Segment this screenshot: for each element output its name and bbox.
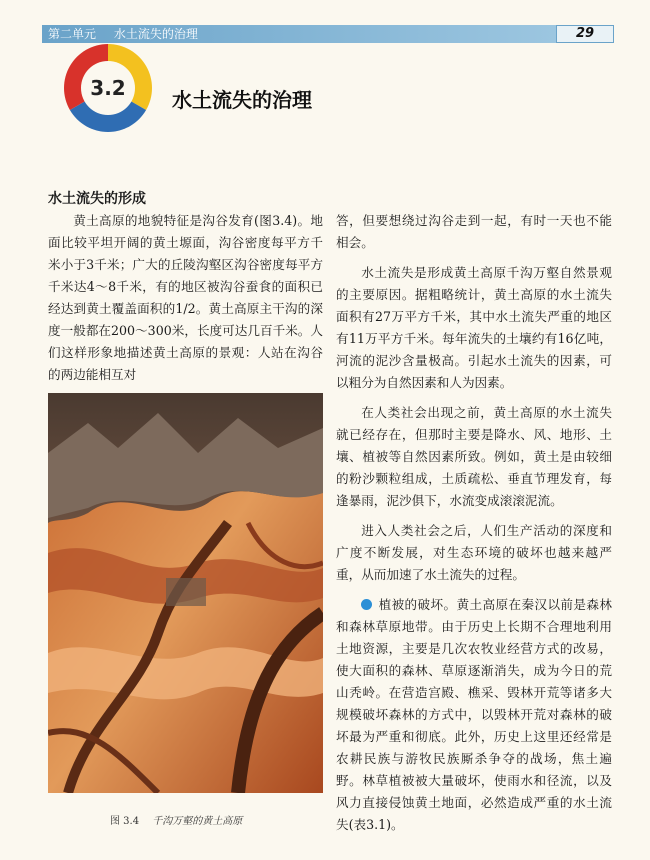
figure-label: 图 3.4	[110, 816, 140, 827]
paragraph: 进入人类社会之后，人们生产活动的深度和广度不断发展，对生态环境的破坏也越来越严重，从而加速了水土流失的过程。	[336, 523, 612, 582]
gully-landscape-image	[48, 393, 323, 793]
paragraph: 黄土高原的地貌特征是沟谷发育(图3.4)。地面比较平坦开阔的黄土塬面，沟谷密度每平方千米小于3千米；广大的丘陵沟壑区沟谷密度每平方千米达4～8千米，有的地区被沟谷蚕食的面积已经达到黄土覆盖面积的1/2。黄土高原主干沟的深度一般都在200～300米，长度可达几百千米。人们这样形象地描述黄土高原的景观：人站在沟谷的两边能相互对	[48, 213, 323, 382]
loess-plateau-photo	[48, 393, 323, 793]
section-emblem	[64, 44, 152, 132]
subheading: 水土流失的形成	[48, 191, 146, 207]
bullet-paragraph	[336, 594, 612, 836]
paragraph: 水土流失是形成黄土高原千沟万壑自然景观的主要原因。据粗略统计，黄土高原的水土流失面积有27万平方千米，其中水土流失严重的地区有11万平方千米。每年流失的土壤约有16亿吨，河流的泥沙含量极高。引起水土流失的因素，可以粗分为自然因素和人为因素。	[336, 265, 612, 390]
left-column	[48, 210, 323, 386]
running-header	[42, 25, 614, 43]
right-column	[336, 210, 612, 836]
figure-caption-text: 千沟万壑的黄土高原	[152, 816, 243, 827]
page-number: 29	[556, 25, 614, 43]
bullet-text: 植被的破坏。黄土高原在秦汉以前是森林和森林草原地带。由于历史上长期不合理地利用土地资源，主要是几次农牧业经营方式的改易，使大面积的森林、草原逐渐消失，成为今日的荒山秃岭。在营造宫殿、樵采、毁林开荒等诸多大规模破坏森林的方式中，以毁林开荒对森林的破坏最为严重和彻底。此外，历史上这里还经常是农耕民族与游牧民族厮杀争夺的战场，焦土遍野。林草植被被大量破坏，使雨水和径流，以及风力直接侵蚀黄土地面，必然造成严重的水土流失(表3.1)。	[336, 597, 612, 832]
bullet-dot-icon	[361, 599, 372, 610]
unit-label	[42, 25, 556, 43]
section-number: 3.2	[90, 76, 126, 100]
paragraph: 答，但要想绕过沟谷走到一起，有时一天也不能相会。	[336, 213, 612, 250]
unit-title: 水土流失的治理	[113, 27, 198, 41]
section-title: 水土流失的治理	[172, 88, 312, 112]
paragraph: 在人类社会出现之前，黄土高原的水土流失就已经存在，但那时主要是降水、风、地形、土壤、植被等自然因素所致。例如，黄土是由较细的粉沙颗粒组成，土质疏松、垂直节理发育，每逢暴雨，泥沙俱下，水流变成滚滚泥流。	[336, 405, 612, 508]
figure-caption	[110, 812, 242, 827]
unit-number: 第二单元	[48, 27, 97, 41]
